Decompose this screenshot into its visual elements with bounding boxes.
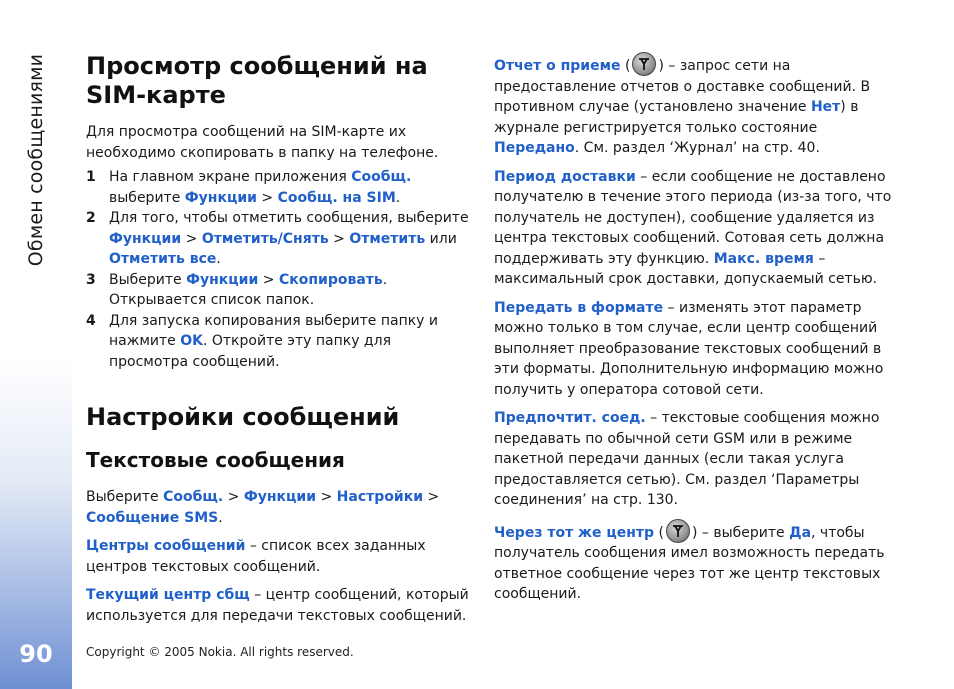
- step-number: 2: [86, 210, 96, 226]
- kw-mark-all: Отметить все: [109, 251, 217, 267]
- subsection-title-text-messages: Текстовые сообщения: [86, 448, 345, 472]
- kw-options: Функции: [186, 271, 259, 288]
- kw-send-format: Передать в формате: [494, 299, 664, 316]
- kw-copy: Скопировать: [278, 271, 383, 288]
- intro-paragraph: Для просмотра сообщений на SIM-карте их необходимо скопировать в папку на телефоне.: [86, 124, 439, 161]
- kw-preferred-connection: Предпочтит. соед.: [494, 410, 646, 426]
- current-centre-paragraph: [86, 585, 471, 626]
- kw-maximum-time: Макс. время: [713, 250, 814, 267]
- step-text: >: [328, 230, 350, 247]
- para-text: (: [620, 58, 631, 74]
- validity-paragraph: [494, 167, 894, 290]
- step-text: >: [181, 230, 202, 247]
- para-text: . См. раздел ‘Журнал’ на стр. 40.: [574, 140, 820, 156]
- kw-sim-messages: Сообщ. на SIM: [277, 189, 396, 206]
- step-number: 1: [86, 169, 96, 185]
- para-text: >: [223, 489, 244, 505]
- network-service-icon: [632, 52, 656, 76]
- kw-ok: OK: [180, 333, 203, 349]
- step-text: выберите: [109, 189, 185, 206]
- para-text: (: [654, 524, 664, 541]
- step-text: . Откройте эту папку для просмотра сообщений.: [109, 333, 391, 370]
- kw-messages: Сообщ.: [163, 489, 224, 505]
- step-number: 3: [86, 271, 96, 288]
- para-text: – если сообщение не доставлено получателю в течение этого периода (из-за того, что получатель не доступен), сообщение удаляется из центра текстовых сообщений. Сотовая сеть должна поддерживать эту функцию.: [494, 168, 892, 267]
- sidebar: [0, 0, 72, 689]
- para-text: – центр сообщений, который используется для передачи текстовых сообщений.: [86, 587, 469, 624]
- para-text: – текстовые сообщения можно передавать по обычной сети GSM или в режиме пакетной передачи данных (если такая услуга предоставляется сетью). См. раздел ‘Параметры соединения’ на стр. 130.: [494, 410, 880, 508]
- para-text: .: [218, 509, 223, 526]
- para-text: – список всех заданных центров текстовых сообщений.: [86, 538, 426, 575]
- para-text: ) в журнале регистрируется только состояние: [494, 99, 859, 136]
- kw-settings: Настройки: [336, 489, 424, 505]
- step-text: .: [395, 189, 401, 206]
- page-number: 90: [19, 640, 53, 668]
- kw-messages: Сообщ.: [351, 169, 412, 185]
- step-text: Для того, чтобы отметить сообщения, выберите: [109, 210, 469, 226]
- step-4: [86, 311, 471, 373]
- chapter-title: Обмен сообщениями: [25, 53, 47, 267]
- kw-validity: Период доставки: [494, 168, 636, 185]
- kw-message-centres: Центры сообщений: [86, 538, 246, 554]
- para-text: ) – выберите: [691, 524, 790, 541]
- kw-delivery-report: Отчет о приеме: [494, 58, 621, 74]
- step-text: >: [256, 189, 278, 206]
- para-text: >: [316, 489, 337, 505]
- format-paragraph: [494, 298, 894, 401]
- section-title-settings: Настройки сообщений: [86, 403, 400, 431]
- kw-sent: Передано: [494, 140, 575, 156]
- step-text: На главном экране приложения: [109, 169, 352, 185]
- kw-yes: Да: [789, 524, 812, 541]
- step-text: Выберите: [109, 271, 187, 288]
- para-text: ) – запрос сети на предоставление отчетов о доставке сообщений. В противном случае (установлено значение: [494, 58, 871, 115]
- para-text: >: [423, 489, 440, 505]
- step-text: Для запуска копирования выберите папку и нажмите: [109, 312, 439, 349]
- step-text: или: [425, 230, 457, 247]
- step-number: 4: [86, 312, 96, 329]
- message-centres-paragraph: [86, 536, 471, 577]
- reply-via-paragraph: [494, 519, 894, 605]
- steps-list: [86, 167, 471, 372]
- para-text: Выберите: [86, 489, 164, 505]
- kw-options: Функции: [109, 230, 182, 247]
- kw-reply-via-same-centre: Через тот же центр: [494, 524, 655, 541]
- delivery-report-paragraph: [494, 52, 894, 159]
- step-text: >: [258, 271, 279, 288]
- kw-sms: Сообщение SMS: [86, 509, 219, 526]
- para-text: , чтобы получатель сообщения имел возможность передать ответное сообщение через тот же центр текстовых сообщений.: [494, 524, 885, 602]
- left-column: [86, 52, 471, 634]
- kw-options: Функции: [184, 189, 257, 206]
- step-2: [86, 208, 471, 270]
- network-service-icon: [666, 519, 690, 543]
- section-title-sim: Просмотр сообщений на SIM-карте: [86, 52, 428, 109]
- step-text: . Открывается список папок.: [109, 271, 388, 308]
- para-text: – изменять этот параметр можно только в том случае, если центр сообщений выполняет преобразование текстовых сообщений в эти форматы. Дополнительную информацию можно получить у оператора сотовой сети.: [494, 299, 884, 398]
- copyright-footer: Copyright © 2005 Nokia. All rights reserved.: [86, 645, 354, 659]
- kw-options: Функции: [243, 489, 317, 505]
- para-text: – максимальный срок доставки, допускаемый сетью.: [494, 250, 878, 287]
- preferred-connection-paragraph: [494, 408, 894, 511]
- kw-mark-unmark: Отметить/Снять: [201, 230, 329, 247]
- kw-mark: Отметить: [349, 230, 426, 247]
- step-1: [86, 167, 471, 208]
- kw-no: Нет: [810, 99, 841, 115]
- right-column: [494, 52, 894, 613]
- step-3: [86, 270, 471, 311]
- kw-current-centre: Текущий центр сбщ: [86, 587, 250, 603]
- step-text: .: [216, 251, 221, 267]
- select-path-paragraph: [86, 487, 471, 528]
